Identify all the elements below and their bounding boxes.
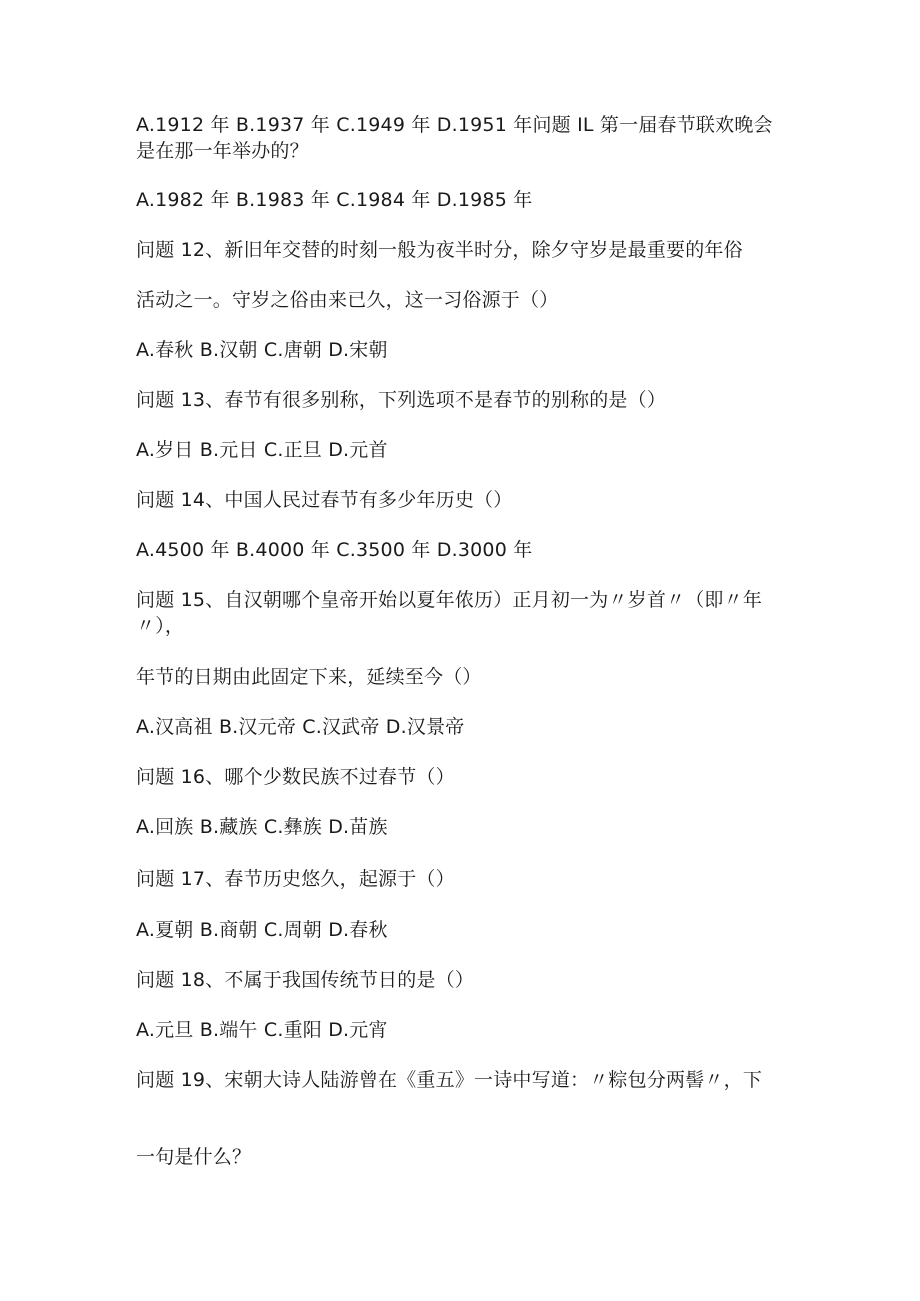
- question-14-options: A.4500 年 B.4000 年 C.3500 年 D.3000 年: [136, 539, 533, 561]
- question-15-options: A.汉高祖 B.汉元帝 C.汉武帝 D.汉景帝: [136, 716, 465, 738]
- question-15-text-line2: 年节的日期由此固定下来，延续至今（）: [136, 666, 482, 688]
- question-11-options: A.1982 年 B.1983 年 C.1984 年 D.1985 年: [136, 189, 533, 211]
- question-19-text-line1: 问题 19、宋朝大诗人陆游曾在《重五》一诗中写道：〃粽包分两髻〃，下: [136, 1069, 763, 1091]
- question-12-text-line1: 问题 12、新旧年交替的时刻一般为夜半时分，除夕守岁是最重要的年俗: [136, 239, 743, 261]
- question-12-text-line2: 活动之一。守岁之俗由来已久，这一习俗源于（）: [136, 289, 559, 311]
- question-13-options: A.岁日 B.元日 C.正旦 D.元首: [136, 439, 388, 461]
- question-18-text: 问题 18、不属于我国传统节日的是（）: [136, 969, 475, 991]
- question-16-text: 问题 16、哪个少数民族不过春节（）: [136, 766, 455, 788]
- question-18-options: A.元旦 B.端午 C.重阳 D.元宵: [136, 1019, 388, 1041]
- question-15-text-line1: 问题 15、自汉朝哪个皇帝开始以夏年侬历）正月初一为〃岁首〃（即〃年〃），: [136, 589, 763, 637]
- question-11-text: A.1912 年 B.1937 年 C.1949 年 D.1951 年问题 IL 第一届春节联欢晚会是在那一年举办的？: [136, 114, 773, 162]
- question-13-text: 问题 13、春节有很多别称，下列选项不是春节的别称的是（）: [136, 389, 667, 411]
- question-17-options: A.夏朝 B.商朝 C.周朝 D.春秋: [136, 919, 388, 941]
- question-17-text: 问题 17、春节历史悠久，起源于（）: [136, 868, 455, 890]
- question-14-text: 问题 14、中国人民过春节有多少年历史（）: [136, 489, 513, 511]
- question-16-options: A.回族 B.藏族 C.彝族 D.苗族: [136, 816, 388, 838]
- question-19-text-line2: 一句是什么？: [136, 1146, 252, 1168]
- question-12-options: A.春秋 B.汉朝 C.唐朝 D.宋朝: [136, 339, 388, 361]
